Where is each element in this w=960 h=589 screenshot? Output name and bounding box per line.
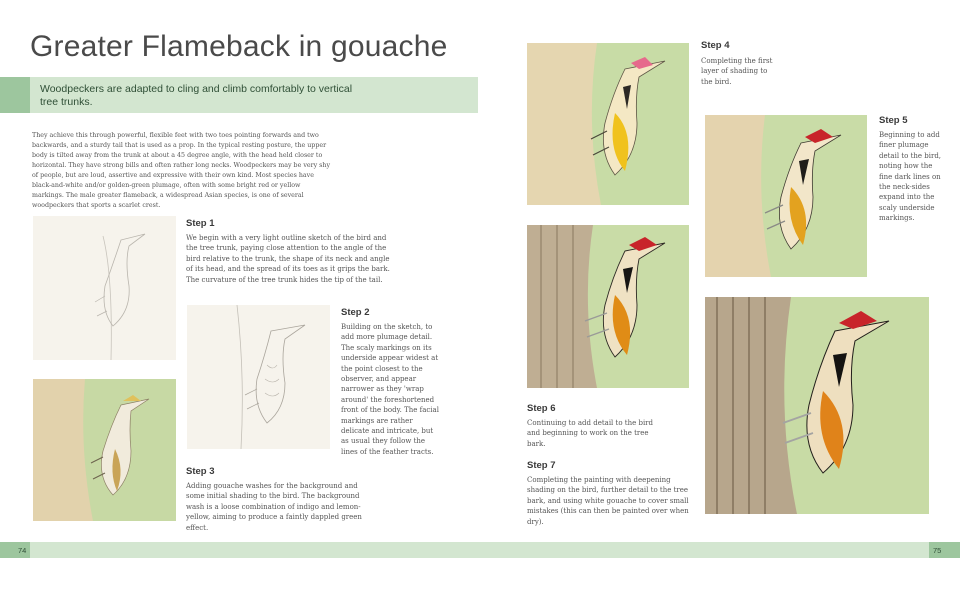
step-2-heading: Step 2 <box>341 307 370 318</box>
step-5-painting-image <box>705 115 867 277</box>
intro-paragraph: They achieve this through powerful, flexible feet with two toes pointing forwards and two backwards, and a sturdy tail that is used as a prop. In the typical resting posture, the upper body is tilted away from the trunk at about a 45 degree angle, with the head held closer to horizontal. They have strong bills and often rather long necks. Woodpeckers may be very shy of people, but are loud, assertive and expressive with their own kind. Most species have black-and-white and/or golden-green plumage, often with some bright red or yellow markings. The male greater flameback, a widespread Asian species, is one of several woodpeckers that sports a scarlet crest. <box>32 132 331 209</box>
callout-accent-tab <box>0 77 30 113</box>
step-6-text: Continuing to add detail to the bird and beginning to work on the tree bark. <box>527 419 654 448</box>
step-7-text: Completing the painting with deepening shading on the bird, further detail to the tree bark, and using white gouache to cover small mistakes (this can then be painted over when dry). <box>527 476 689 526</box>
step-3-heading: Step 3 <box>186 466 215 477</box>
step-6-painting-image <box>527 225 689 388</box>
step-4-painting-image <box>527 43 689 205</box>
step-4-text: Completing the first layer of shading to the bird. <box>701 57 773 86</box>
step-5-heading: Step 5 <box>879 115 908 126</box>
step-4-heading: Step 4 <box>701 40 730 51</box>
callout-text: Woodpeckers are adapted to cling and climb comfortably to vertical tree trunks. <box>40 83 353 108</box>
step-7-painting-image <box>705 297 929 514</box>
step-6-heading: Step 6 <box>527 403 556 414</box>
step-1-heading: Step 1 <box>186 218 215 229</box>
step-3-painting-image <box>33 379 176 521</box>
step-1-sketch-image <box>33 216 176 360</box>
step-2-sketch-image <box>187 305 330 449</box>
page-number-left: 74 <box>18 546 27 555</box>
page-number-right: 75 <box>933 546 942 555</box>
step-5-text: Beginning to add finer plumage detail to the bird, noting how the fine dark lines on the neck-sides expand into the scaly underside markings. <box>879 131 942 223</box>
step-1-text: We begin with a very light outline sketch of the bird and the tree trunk, paying close attention to the angle of the bird relative to the trunk, the shape of its neck and angle of its head, and the spread of its toes as it grips the bark. The curvature of the tree trunk hides the tip of the tail. <box>186 234 390 284</box>
step-3-text: Adding gouache washes for the background and some initial shading to the bird. The background wash is a loose combination of indigo and lemon-yellow, aiming to produce a faintly dappled green effect. <box>186 482 362 532</box>
page-title: Greater Flameback in gouache <box>30 30 448 63</box>
step-2-text: Building on the sketch, to add more plumage detail. The scaly markings on its underside appear widest at the point closest to the observer, and appear narrower as they 'wrap around' the foreshortened front of the body. The facial markings are rather delicate and intricate, but as usual they follow the lines of the feather tracts. <box>341 323 439 456</box>
step-7-heading: Step 7 <box>527 460 556 471</box>
footer-bar <box>0 542 960 558</box>
